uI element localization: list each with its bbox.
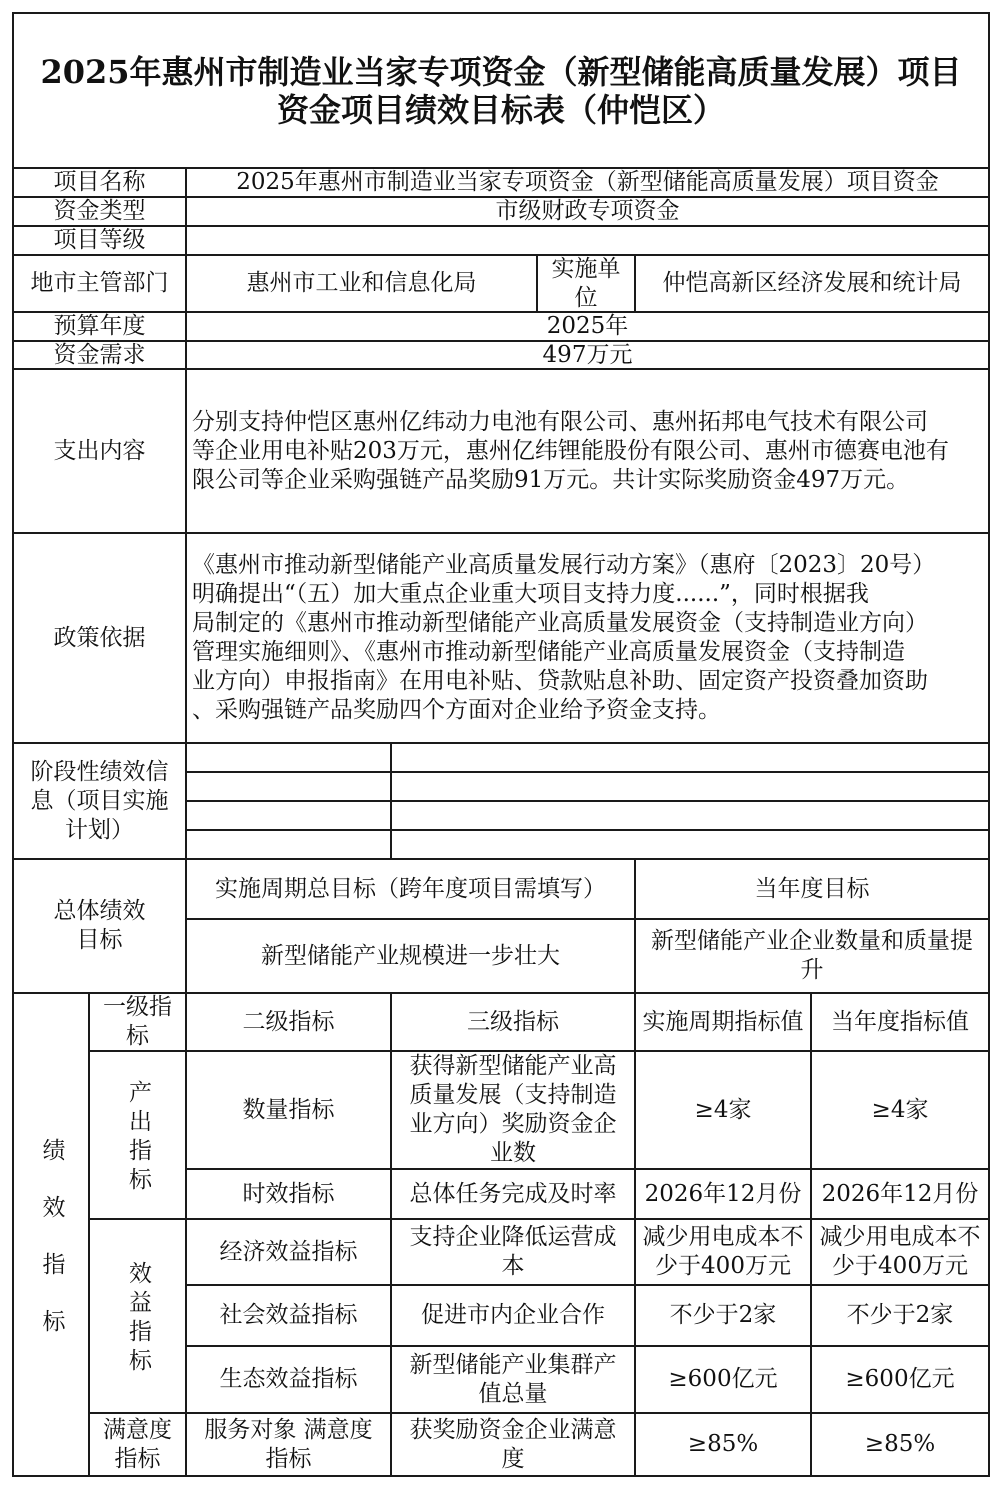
budget-year-value: 2025年 — [185, 311, 990, 342]
fund-type-label: 资金类型 — [12, 196, 187, 227]
stage-performance-label: 阶段性绩效信 息（项目实施 计划） — [12, 742, 187, 860]
header-level2: 二级指标 — [185, 992, 392, 1052]
stage-cell — [185, 771, 392, 802]
stage-cell — [185, 829, 392, 860]
indicator-level3: 获奖励资金企业满意 度 — [390, 1412, 636, 1477]
output-indicator-group — [88, 1050, 187, 1220]
indicator-level3: 总体任务完成及时率 — [390, 1168, 636, 1220]
period-goal-value: 新型储能产业规模进一步壮大 — [185, 918, 636, 994]
indicator-annual-value: ≥600亿元 — [810, 1345, 990, 1414]
expenditure-label: 支出内容 — [12, 368, 187, 534]
stage-cell — [390, 742, 990, 773]
header-level1: 一级指 标 — [88, 992, 187, 1052]
indicator-level2: 服务对象 满意度 指标 — [185, 1412, 392, 1477]
output-indicator-label: 产出指标 — [125, 1080, 151, 1196]
policy-basis-content: 《惠州市推动新型储能产业高质量发展行动方案》（惠府〔2023〕20号） 明确提出“（五）加大重点企业重大项目支持力度......”，同时根据我 局制定的《惠州市推动新型储能产业高质量发展资金（支持制造业方向） 管理实施细则》、《惠州市推动新型储能产业高质量发展资金（支持制造 业方向）申报指南》在用电补贴、贷款贴息补助、固定资产投资叠加资助 、采购强链产品奖励四个方面对企业给予资金支持。 — [185, 532, 990, 744]
indicator-annual-value: 2026年12月份 — [810, 1168, 990, 1220]
indicator-level2: 经济效益指标 — [185, 1218, 392, 1286]
indicator-level3: 获得新型储能产业高 质量发展（支持制造 业方向）奖励资金企 业数 — [390, 1050, 636, 1170]
indicator-level2: 数量指标 — [185, 1050, 392, 1170]
indicator-period-value: ≥4家 — [634, 1050, 812, 1170]
benefit-indicator-label: 效益指标 — [125, 1261, 151, 1377]
fund-demand-label: 资金需求 — [12, 340, 187, 370]
indicator-annual-value: 减少用电成本不 少于400万元 — [810, 1218, 990, 1286]
department-value: 惠州市工业和信息化局 — [185, 254, 538, 313]
budget-year-label: 预算年度 — [12, 311, 187, 342]
indicator-period-value: ≥600亿元 — [634, 1345, 812, 1414]
stage-cell — [390, 829, 990, 860]
indicator-period-value: 减少用电成本不 少于400万元 — [634, 1218, 812, 1286]
policy-basis-label: 政策依据 — [12, 532, 187, 744]
fund-demand-value: 497万元 — [185, 340, 990, 370]
indicator-level3: 新型储能产业集群产 值总量 — [390, 1345, 636, 1414]
stage-cell — [185, 800, 392, 831]
indicator-period-value: ≥85% — [634, 1412, 812, 1477]
project-level-label: 项目等级 — [12, 225, 187, 256]
expenditure-content: 分别支持仲恺区惠州亿纬动力电池有限公司、惠州拓邦电气技术有限公司 等企业用电补贴203万元，惠州亿纬锂能股份有限公司、惠州市德赛电池有 限公司等企业采购强链产品奖励91万元。共计实际奖励资金497万元。 — [185, 368, 990, 534]
implementer-value: 仲恺高新区经济发展和统计局 — [634, 254, 990, 313]
benefit-indicator-group — [88, 1218, 187, 1414]
stage-cell — [390, 800, 990, 831]
indicator-level2: 社会效益指标 — [185, 1284, 392, 1347]
annual-goal-value: 新型储能产业企业数量和质量提 升 — [634, 918, 990, 994]
indicator-level2: 时效指标 — [185, 1168, 392, 1220]
satisfaction-indicator-label: 满意度 指标 — [88, 1412, 187, 1477]
indicator-level2: 生态效益指标 — [185, 1345, 392, 1414]
indicator-annual-value: ≥4家 — [810, 1050, 990, 1170]
indicator-level3: 促进市内企业合作 — [390, 1284, 636, 1347]
header-level3: 三级指标 — [390, 992, 636, 1052]
overall-goal-label: 总体绩效 目标 — [12, 858, 187, 994]
indicator-annual-value: 不少于2家 — [810, 1284, 990, 1347]
project-level-value — [185, 225, 990, 256]
indicators-section-label: 绩效指标 — [38, 1137, 65, 1366]
indicator-period-value: 2026年12月份 — [634, 1168, 812, 1220]
stage-cell — [390, 771, 990, 802]
indicator-annual-value: ≥85% — [810, 1412, 990, 1477]
department-label: 地市主管部门 — [12, 254, 187, 313]
indicators-section — [12, 992, 90, 1477]
header-annual-value: 当年度指标值 — [810, 992, 990, 1052]
indicator-level3: 支持企业降低运营成 本 — [390, 1218, 636, 1286]
project-name-label: 项目名称 — [12, 167, 187, 198]
period-goal-header: 实施周期总目标（跨年度项目需填写） — [185, 858, 636, 920]
implementer-label: 实施单 位 — [536, 254, 636, 313]
header-period-value: 实施周期指标值 — [634, 992, 812, 1052]
indicator-period-value: 不少于2家 — [634, 1284, 812, 1347]
table-title: 2025年惠州市制造业当家专项资金（新型储能高质量发展）项目 资金项目绩效目标表（仲恺区） — [12, 12, 990, 169]
annual-goal-header: 当年度目标 — [634, 858, 990, 920]
project-name-value: 2025年惠州市制造业当家专项资金（新型储能高质量发展）项目资金 — [185, 167, 990, 198]
fund-type-value: 市级财政专项资金 — [185, 196, 990, 227]
stage-cell — [185, 742, 392, 773]
